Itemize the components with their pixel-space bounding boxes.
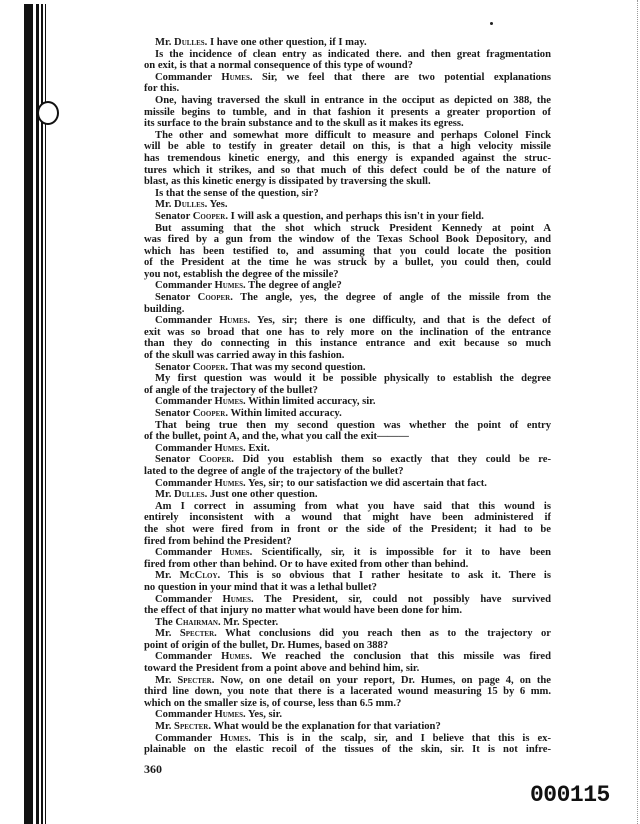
text-line [144, 431, 551, 443]
speaker-name: Specter. [174, 721, 211, 733]
text-line [144, 663, 551, 675]
line-text: Now, on one detail on your report, Dr. Humes, on page 4, on the [220, 674, 551, 686]
paragraph [144, 408, 551, 420]
text-line [144, 686, 551, 698]
text-line [144, 675, 551, 687]
speaker-name: Specter. [179, 628, 217, 640]
text-line [144, 257, 551, 269]
text-line [144, 443, 551, 455]
line-text: building. [144, 303, 185, 315]
speaker-title: Mr. [155, 489, 172, 501]
line-text: Yes. [209, 199, 228, 211]
line-text: point of origin of the bullet, Dr. Humes, based on 388? [144, 639, 389, 651]
paragraph [144, 489, 551, 501]
paragraph [144, 547, 551, 570]
line-text: fired from behind the President? [144, 535, 292, 547]
line-text: Am I correct in assuming from what you have said that this wound is [155, 500, 551, 512]
line-text: The other and somewhat more difficult to measure and perhaps Colonel Finck [155, 129, 551, 141]
line-text: I will ask a question, and perhaps this isn't in your field. [230, 210, 484, 222]
speaker-name: Dulles. [174, 199, 208, 211]
paragraph [144, 628, 551, 651]
line-text: on exit, is that a normal consequence of this type of wound? [144, 60, 413, 72]
paragraph [144, 211, 551, 223]
text-line [144, 246, 551, 258]
text-line [144, 362, 551, 374]
text-line [144, 188, 551, 200]
speaker-title: Mr. [155, 199, 172, 211]
paragraph [144, 315, 551, 361]
line-text: for this. [144, 83, 180, 95]
speaker-title: Mr. [155, 674, 172, 686]
speaker-name: Humes. [221, 547, 253, 559]
text-line [144, 466, 551, 478]
text-line [144, 547, 551, 559]
text-line [144, 141, 551, 153]
text-line [144, 594, 551, 606]
paragraph [144, 617, 551, 629]
line-text: Within limited accuracy, sir. [248, 396, 376, 408]
paragraph [144, 396, 551, 408]
paragraph [144, 721, 551, 733]
line-text: This is in the scalp, sir, and I believe that this is ex- [258, 732, 551, 744]
line-text: Yes, sir. [247, 709, 282, 721]
speaker-title: Commander [155, 442, 212, 454]
text-line [144, 478, 551, 490]
text-line [144, 338, 551, 350]
line-text: will be able to testify in greater detail on this, is that a high velocity missile [144, 141, 551, 153]
line-text: fired from other than behind. Or to have exited from other than behind. [144, 558, 469, 570]
line-text: tures which it strikes, and so that much of this defect could be of the nature of [144, 164, 551, 176]
text-line [144, 176, 551, 188]
text-line [144, 698, 551, 710]
line-text: Sir, we feel that there are two potential explanations [261, 71, 551, 83]
line-text: of the skull was carried away in this fashion. [144, 350, 345, 362]
text-line [144, 37, 551, 49]
line-text: entirely inconsistent with a wound that might have been administered if [144, 512, 551, 524]
line-text: the shot were fired from in front or the side of the President; it had to be [144, 523, 551, 535]
text-line [144, 95, 551, 107]
text-line [144, 396, 551, 408]
transcript-body [144, 37, 551, 756]
text-line [144, 373, 551, 385]
line-text: which on the smaller size is, of course, less than 6.5 mm.? [144, 697, 402, 709]
text-line [144, 640, 551, 652]
text-line [144, 107, 551, 119]
text-line [144, 536, 551, 548]
speaker-title: Commander [155, 732, 212, 744]
line-text: Is that the sense of the question, sir? [155, 187, 319, 199]
line-text: its surface to the brain substance and to the skull as it makes its egress. [144, 118, 464, 130]
paragraph [144, 292, 551, 315]
text-line [144, 651, 551, 663]
speaker-title: Mr. [155, 570, 172, 582]
text-line [144, 559, 551, 571]
paragraph [144, 420, 551, 443]
text-line [144, 744, 551, 756]
speaker-name: Cooper. [192, 408, 228, 419]
text-line [144, 304, 551, 316]
paragraph [144, 443, 551, 455]
speaker-title: Mr. [155, 37, 172, 48]
line-text: of angle of the trajectory of the bullet? [144, 384, 318, 396]
speaker-name: Humes. [221, 71, 253, 83]
paragraph [144, 675, 551, 710]
line-text: The angle, yes, the degree of angle of the missile from the [240, 292, 551, 304]
text-line [144, 721, 551, 733]
text-line [144, 211, 551, 223]
line-text: That was my second question. [230, 361, 366, 373]
text-line [144, 223, 551, 235]
line-text: Mr. Specter. [223, 616, 279, 628]
line-text: lated to the degree of angle of the trajectory of the bullet? [144, 465, 404, 477]
speaker-title: Senator [155, 454, 191, 466]
line-text: The President, sir, could not possibly have survived [264, 593, 551, 605]
speaker-name: Dulles. [174, 489, 208, 501]
line-text: What conclusions did you reach then as to the trajectory or [225, 628, 551, 640]
text-line [144, 118, 551, 130]
speaker-title: Senator [155, 361, 191, 373]
text-line [144, 234, 551, 246]
speaker-name: Humes. [219, 315, 251, 327]
text-line [144, 153, 551, 165]
paragraph [144, 130, 551, 188]
text-line [144, 489, 551, 501]
speaker-title: Senator [155, 408, 191, 419]
line-text: Yes, sir; there is one difficulty, and that is the defect of [256, 315, 551, 327]
paragraph [144, 478, 551, 490]
line-text: That being true then my second question was whether the point of entry [155, 419, 551, 431]
line-text: Is the incidence of clean entry as indicated there. and then great fragmentation [155, 48, 551, 60]
line-text: toward the President from a point above and behind him, sir. [144, 663, 420, 675]
line-text: What would be the explanation for that variation? [213, 721, 441, 733]
text-line [144, 582, 551, 594]
text-line [144, 350, 551, 362]
text-line [144, 408, 551, 420]
line-text: has tremendous kinetic energy, and this energy is expanded against the struc- [144, 152, 551, 164]
speaker-title: Mr. [155, 628, 172, 640]
text-line [144, 385, 551, 397]
speaker-title: Commander [155, 280, 212, 292]
document-stamp: 000115 [530, 782, 610, 808]
speaker-name: Humes. [214, 442, 246, 454]
speaker-title: Commander [155, 651, 212, 663]
paragraph [144, 594, 551, 617]
speaker-name: Cooper. [192, 210, 228, 222]
speaker-name: Humes. [222, 593, 254, 605]
text-line [144, 733, 551, 745]
line-text: exit was so broad that one has to rely more on the inclination of the entrance [144, 326, 551, 338]
text-line [144, 60, 551, 72]
text-line [144, 420, 551, 432]
page-number: 360 [144, 762, 162, 776]
paragraph [144, 280, 551, 292]
text-line [144, 165, 551, 177]
line-text: than they do connecting in this instance entrance and exit because so much [144, 338, 551, 350]
binder-hole [37, 101, 59, 125]
paragraph [144, 72, 551, 95]
speaker-title: Commander [155, 396, 212, 408]
text-line [144, 199, 551, 211]
speaker-title: Commander [155, 709, 212, 721]
speaker-title: Senator [155, 210, 191, 222]
paragraph [144, 709, 551, 721]
line-text: Did you establish them so exactly that they could be re- [242, 454, 551, 466]
text-line [144, 315, 551, 327]
speaker-name: Humes. [214, 709, 246, 721]
speaker-title: Commander [155, 593, 212, 605]
text-line [144, 512, 551, 524]
speaker-name: McCloy. [179, 570, 221, 582]
speaker-name: Dulles. [174, 37, 208, 48]
line-text: My first question was would it be possible physically to establish the degree [155, 373, 551, 385]
line-text: But assuming that the shot which struck President Kennedy at point A [155, 222, 551, 234]
speaker-name: Cooper. [198, 454, 234, 466]
paragraph [144, 223, 551, 281]
paragraph [144, 49, 551, 72]
line-text: Yes, sir; to our satisfaction we did ascertain that fact. [247, 477, 487, 489]
paragraph [144, 651, 551, 674]
text-line [144, 292, 551, 304]
speaker-name: Cooper. [197, 292, 233, 304]
line-text: One, having traversed the skull in entrance in the occiput as depicted on 388, the [155, 94, 551, 106]
speaker-title: Mr. [155, 721, 172, 733]
paragraph [144, 733, 551, 756]
speaker-name: Cooper. [192, 361, 228, 373]
line-text: of the bullet, point A, and the, what you call the exit——— [144, 431, 409, 443]
speaker-name: Humes. [214, 477, 246, 489]
line-text: was fired by a gun from the window of the Texas School Book Depository, and [144, 234, 551, 246]
scan-speck [490, 22, 493, 25]
line-text: Within limited accuracy. [230, 408, 342, 419]
speaker-title: Commander [155, 477, 212, 489]
speaker-title: Senator [155, 292, 191, 304]
text-line [144, 327, 551, 339]
line-text: Just one other question. [209, 489, 318, 501]
paragraph [144, 95, 551, 130]
text-line [144, 280, 551, 292]
text-line [144, 501, 551, 513]
speaker-name: Humes. [214, 396, 246, 408]
line-text: We reached the conclusion that this missile was fired [261, 651, 551, 663]
text-line [144, 617, 551, 629]
speaker-name: Specter. [177, 674, 215, 686]
binder-strip [24, 4, 46, 824]
text-line [144, 454, 551, 466]
line-text: The degree of angle? [248, 280, 342, 292]
page-edge [637, 0, 638, 824]
text-line [144, 628, 551, 640]
speaker-name: Humes. [219, 732, 251, 744]
text-line [144, 49, 551, 61]
line-text: blast, as this kinetic energy is dissipated by traversing the skull. [144, 176, 431, 188]
speaker-title: Commander [155, 547, 212, 559]
speaker-name: Humes. [221, 651, 253, 663]
speaker-title: Commander [155, 315, 212, 327]
text-line [144, 269, 551, 281]
text-line [144, 130, 551, 142]
line-text: which has been testified to, and assuming that you could locate the position [144, 245, 551, 257]
line-text: Scientifically, sir, it is impossible for it to have been [261, 547, 551, 559]
line-text: no question in your mind that it was a lethal bullet? [144, 581, 377, 593]
paragraph [144, 37, 551, 49]
paragraph [144, 454, 551, 477]
line-text: This is so obvious that I rather hesitate to ask it. There is [228, 570, 551, 582]
text-line [144, 605, 551, 617]
speaker-name: Chairman. [175, 616, 221, 628]
line-text: third line down, you note that there is a lacerated wound measuring 15 by 6 mm. [144, 686, 551, 698]
speaker-name: Humes. [214, 280, 246, 292]
paragraph [144, 501, 551, 547]
text-line [144, 709, 551, 721]
text-line [144, 524, 551, 536]
text-line [144, 72, 551, 84]
paragraph [144, 362, 551, 374]
paragraph [144, 188, 551, 200]
line-text: of the President at the time he was struck by a bullet, you could then, could [144, 257, 551, 269]
line-text: I have one other question, if I may. [209, 37, 367, 48]
paragraph [144, 199, 551, 211]
paragraph [144, 373, 551, 396]
line-text: plainable on the elastic recoil of the tissues of the skin, sir. It is not infre- [144, 744, 551, 756]
text-line [144, 570, 551, 582]
paragraph [144, 570, 551, 593]
line-text: missile begins to tumble, and in that fashion it presents a greater proportion of [144, 106, 551, 118]
text-line [144, 83, 551, 95]
line-text: you not, establish the degree of the missile? [144, 268, 339, 280]
speaker-title: The [155, 616, 173, 628]
speaker-title: Commander [155, 71, 212, 83]
line-text: the effect of that injury no matter what would have been done for him. [144, 605, 462, 617]
line-text: Exit. [248, 442, 270, 454]
